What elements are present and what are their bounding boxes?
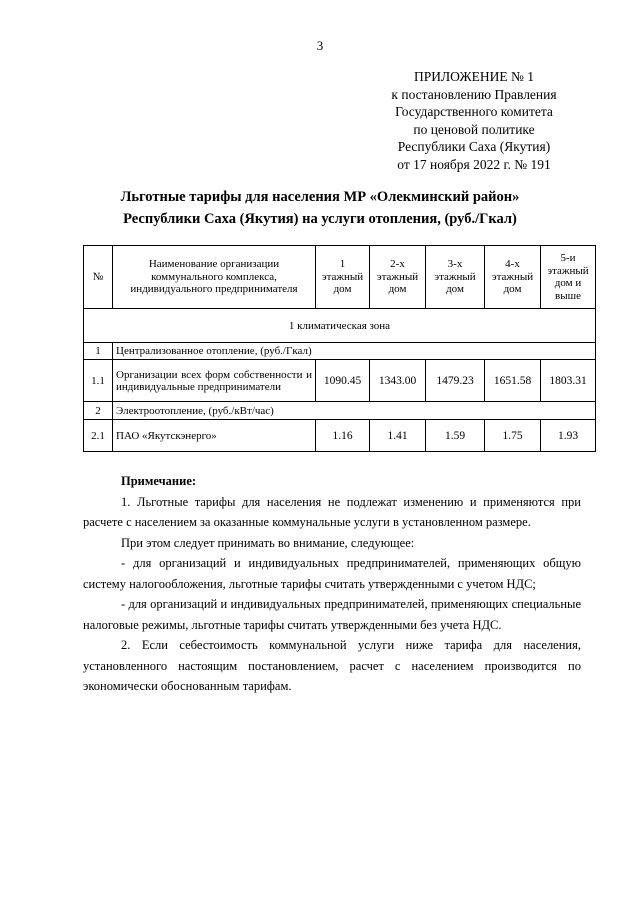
tariff-5-floor: 1803.31 — [541, 360, 596, 402]
section-label: Электроотопление, (руб./кВт/час) — [113, 402, 596, 420]
appendix-block — [370, 68, 578, 174]
tariff-2-floor: 1.41 — [370, 420, 426, 452]
title-line-1: Льготные тарифы для населения МР «Олекминский район» — [120, 189, 520, 205]
tariff-5-floor: 1.93 — [541, 420, 596, 452]
title-line-2: Республики Саха (Якутия) на услуги отопления, (руб./Гкал) — [123, 211, 517, 227]
note-paragraph: 2. Если себестоимость коммунальной услуги ниже тарифа для населения, установленного настоящим постановлением, расчет с населением производится по экономически обоснованным тарифам. — [83, 638, 581, 693]
appendix-title: ПРИЛОЖЕНИЕ № 1 — [413, 69, 535, 84]
row-number: 2.1 — [84, 420, 113, 452]
appendix-line: к постановлению Правления — [391, 86, 557, 102]
table-row — [84, 420, 596, 452]
tariff-4-floor: 1651.58 — [485, 360, 541, 402]
header-3-floor: 3-х этажный дом — [426, 246, 485, 309]
tariff-3-floor: 1.59 — [426, 420, 485, 452]
header-5-floor: 5-и этажный дом и выше — [541, 246, 596, 309]
row-organization: Организации всех форм собственности и индивидуальные предприниматели — [113, 360, 316, 402]
section-row — [84, 402, 596, 420]
header-number: № — [84, 246, 113, 309]
header-organization: Наименование организации коммунального комплекса, индивидуального предпринимателя — [113, 246, 316, 309]
tariff-table — [83, 245, 596, 452]
note-paragraph: 1. Льготные тарифы для населения не подлежат изменению и применяются при расчете с населением за оказанные коммунальные услуги в установленном размере. — [83, 494, 581, 529]
section-label: Централизованное отопление, (руб./Гкал) — [113, 343, 596, 360]
header-2-floor: 2-х этажный дом — [370, 246, 426, 309]
page-number: 3 — [316, 38, 324, 53]
notes-section — [83, 471, 581, 697]
section-row — [84, 343, 596, 360]
header-1-floor: 1 этажный дом — [316, 246, 370, 309]
tariff-4-floor: 1.75 — [485, 420, 541, 452]
table-row — [84, 360, 596, 402]
zone-row — [84, 309, 596, 343]
appendix-line: Республики Саха (Якутия) — [397, 139, 551, 155]
row-number: 1.1 — [84, 360, 113, 402]
appendix-date: от 17 ноября 2022 г. № 191 — [397, 156, 551, 172]
notes-heading: Примечание: — [121, 474, 197, 488]
tariff-3-floor: 1479.23 — [426, 360, 485, 402]
tariff-1-floor: 1090.45 — [316, 360, 370, 402]
header-4-floor: 4-х этажный дом — [485, 246, 541, 309]
section-number: 1 — [84, 343, 113, 360]
row-organization: ПАО «Якутскэнерго» — [113, 420, 316, 452]
tariff-1-floor: 1.16 — [316, 420, 370, 452]
document-title — [60, 186, 580, 230]
appendix-line: по ценовой политике — [413, 121, 535, 137]
climate-zone-label: 1 климатическая зона — [84, 309, 596, 343]
appendix-line: Государственного комитета — [395, 104, 553, 120]
note-paragraph: - для организаций и индивидуальных предпринимателей, применяющих общую систему налогообложения, льготные тарифы считать утвержденными с учетом НДС; — [83, 556, 581, 591]
tariff-2-floor: 1343.00 — [370, 360, 426, 402]
section-number: 2 — [84, 402, 113, 420]
note-paragraph: При этом следует принимать во внимание, следующее: — [121, 535, 415, 550]
note-paragraph: - для организаций и индивидуальных предпринимателей, применяющих специальные налоговые режимы, льготные тарифы считать утвержденными без учета НДС. — [83, 597, 581, 632]
table-header-row — [84, 246, 596, 309]
